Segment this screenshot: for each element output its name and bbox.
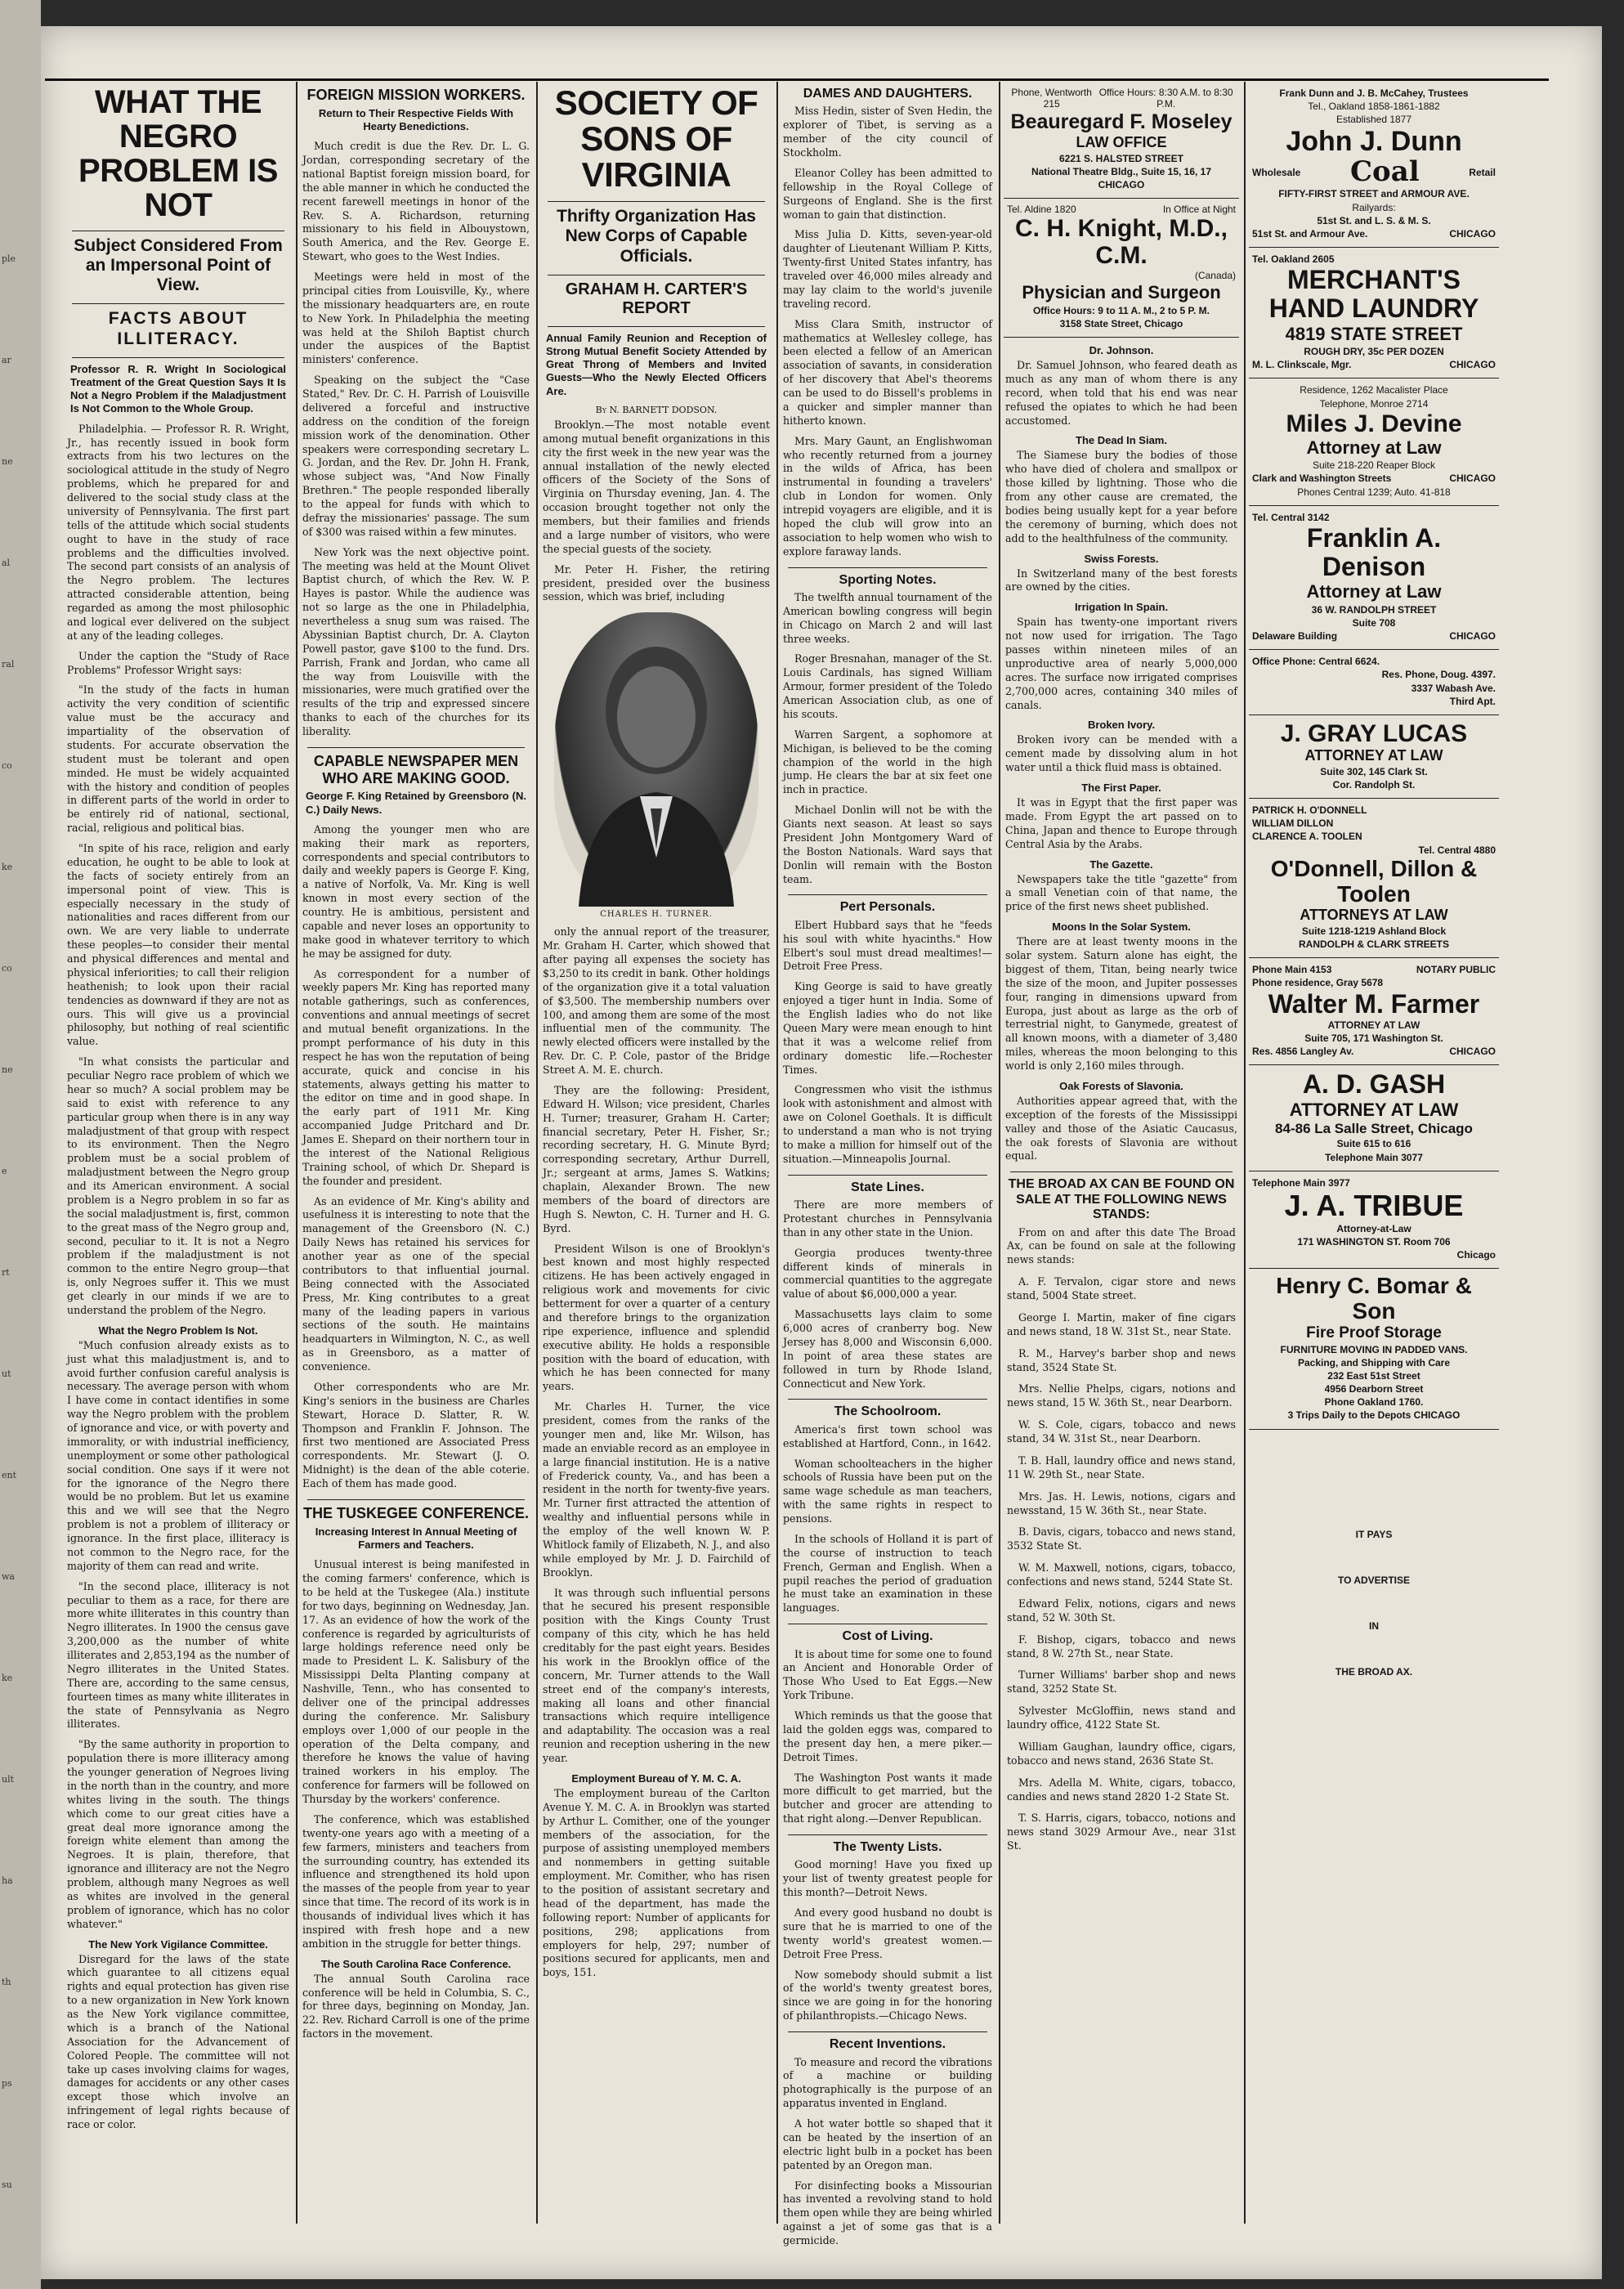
- ad-text: THE BROAD AX.: [1335, 1666, 1413, 1678]
- ad-text: Phone residence, Gray 5678: [1252, 977, 1384, 989]
- ad-text: Office Hours: 8:30 A.M. to 8:30 P.M.: [1098, 87, 1233, 110]
- column-3: [541, 82, 772, 2232]
- paragraph: Which reminds us that the goose that laid the golden eggs was, compared to the present day hen, a mere piker.—Detroit Times.: [783, 1709, 992, 1763]
- ad-text: Suite 218-220 Reaper Block: [1312, 459, 1436, 472]
- ad-name: Franklin A. Denison: [1306, 522, 1442, 582]
- headline: FOREIGN MISSION WORKERS.: [306, 87, 526, 103]
- paragraph: Philadelphia. — Professor R. R. Wright, Jr., has recently issued in book form extracts from his two lectures on the sociological attitude in the study of Negro problems, which he prepared for and delivered to the social study class at the university of Pennsylvania. The first part tells of the attitude which social students ought to have in the study of race problems and the difficulties involved. The second part consists of an analysis of the Negro problem. The lectures attracted considerable attention, being regarded as among the most philosophic and logical ever delivered on the subject at any of the leading colleges.: [67, 422, 289, 642]
- ad-text: IN: [1369, 1620, 1379, 1632]
- ad-name: Henry C. Bomar & Son: [1276, 1273, 1472, 1324]
- deck: Annual Family Reunion and Reception of Strong Mutual Benefit Society Attended by Great Throng of Members and Invited Guests—Who the Newly Elected Officers Are.: [546, 331, 767, 397]
- paragraph: To measure and record the vibrations of a machine or building photographically is the purpose of an apparatus invented in England.: [783, 2055, 992, 2110]
- ad-text: Suite 705, 171 Washington St.: [1304, 1033, 1443, 1045]
- ad-text: CHICAGO: [1098, 178, 1145, 190]
- section-heading: The Gazette.: [1089, 858, 1153, 871]
- strip-fragment: ent: [2, 1470, 17, 1480]
- section-heading: Irrigation In Spain.: [1074, 601, 1169, 614]
- news-stand-entry: Turner Williams' barber shop and news stand, 3252 State St.: [1007, 1669, 1236, 1695]
- news-stands-heading: THE BROAD AX CAN BE FOUND ON SALE AT THE FOLLOWING NEWS STANDS:: [1008, 1177, 1235, 1222]
- deck: George F. King Retained by Greensboro (N. C.) Daily News.: [306, 790, 526, 816]
- ad-text: Phone Oakland 1760.: [1324, 1396, 1424, 1409]
- ad-name: C. H. Knight, M.D., C.M.: [1015, 215, 1228, 270]
- deck: Increasing Interest In Annual Meeting of Farmers and Teachers.: [315, 1525, 517, 1551]
- paragraph: The employment bureau of the Carlton Avenue Y. M. C. A. in Brooklyn was started by Arthur L. Comither, one of the younger members of the association, for the purpose of assisting unemployed members and nonmembers in getting suitable employment. Mr. Comither, who has risen to the position of assistant secretary and head of the department, has made the following report: Number of applicants for positions, 298; applications from employers for help, 297; number of positions secured for applicants, men and boys, 151.: [543, 1786, 770, 1979]
- section-heading: The Twenty Lists.: [833, 1840, 942, 1855]
- ad-text: Tel. Oakland 2605: [1252, 253, 1335, 266]
- ad-text: Fire Proof Storage: [1306, 1324, 1442, 1342]
- ad-name: Walter M. Farmer: [1268, 988, 1480, 1019]
- paragraph: And every good husband no doubt is sure that he is married to one of the twenty world's greatest women.—Detroit Free Press.: [783, 1906, 992, 1960]
- ad-text: Physician and Surgeon: [1022, 282, 1221, 303]
- paragraph: "In the study of the facts in human activity the very condition of scientific value must be the accuracy and impartiality of the observation of students. For accurate observation the student must be tolerant and open minded. He must be widely acquainted with the history and condition of peoples in different parts of the world in order to be entirely rid of national, sectional, racial, religious and political bias.: [67, 683, 289, 835]
- subhead: Subject Considered From an Impersonal Point of View.: [74, 236, 283, 295]
- paragraph: Miss Clara Smith, instructor of mathematics at Wellesley college, has been elected a fellow of an American association of savants, in consideration of her discovery that Abel's theorems can be used to do Bissell's problems in a quicker and simpler manner than hitherto known.: [783, 317, 992, 427]
- column-6: [1249, 82, 1499, 2232]
- paragraph: Broken ivory can be mended with a cement made by dissolving alum in hot water until a thick fluid mass is obtained.: [1005, 733, 1237, 774]
- news-stand-entry: Edward Felix, notions, cigars and news stand, 52 W. 30th St.: [1007, 1597, 1236, 1624]
- paragraph: In Switzerland many of the best forests are owned by the cities.: [1005, 567, 1237, 594]
- ad-text: Office Hours: 9 to 11 A. M., 2 to 5 P. M.: [1032, 304, 1210, 316]
- paragraph: Speaking on the subject the "Case Stated," Rev. Dr. C. H. Parrish of Louisville delivered a forceful and instructive address on the condition of the foreign mission work of the denomination. Other speakers were corresponding secretary L. G. Jordan, and the Rev. Dr. John H. Frank, whose subject was, "And Now Finally Brethren." The people responded liberally to the appeal for funds with which to defray the missionaries' passage. The sum of $300 was raised within a few minutes.: [302, 374, 530, 538]
- ad-text: Tel., Oakland 1858-1861-1882: [1308, 101, 1440, 113]
- section-heading: The Schoolroom.: [834, 1404, 942, 1419]
- paragraph: Woman schoolteachers in the higher schools of Russia have been put on the same wage schedule as man teachers, with the same rights in respect to pensions.: [783, 1457, 992, 1525]
- strip-fragment: al: [2, 558, 11, 568]
- ad-text: 4819 STATE STREET: [1285, 323, 1463, 344]
- ad-text: Res. Phone, Doug. 4397.: [1381, 669, 1496, 681]
- paragraph: King George is said to have greatly enjoyed a tiger hunt in India. Some of the English ladies who do not like Queen Mary were mean enough to hint that it was a welcome relief from ordinary domestic life.—Rochester Times.: [783, 980, 992, 1076]
- ad-text: LAW OFFICE: [1076, 134, 1167, 150]
- section-heading: The South Carolina Race Conference.: [320, 1957, 512, 1970]
- ad-text: 232 East 51st Street: [1327, 1369, 1420, 1382]
- ad-text: 51st St. and L. S. & M. S.: [1317, 214, 1431, 226]
- ad-name: MERCHANT'S HAND LAUNDRY: [1268, 265, 1479, 324]
- ad-text: CHICAGO: [1449, 473, 1496, 485]
- paragraph: As correspondent for a number of weekly papers Mr. King has reported many notable gatherings, such as conferences, conventions and annual meetings of secret and mutual benefit organizations. In the prompt performance of his duty in this respect he has won the reputation of being accurate, quick and concise in his statements, always getting his matter to the editor on time and in good shape. In the early part of 1911 Mr. King accompanied Judge Pritchard and Dr. James E. Shepard on their northern tour in the interest of the National Religious Training school, of which Dr. Shepard is the founder and president.: [302, 967, 530, 1187]
- ad-name: O'Donnell, Dillon & Toolen: [1270, 855, 1478, 907]
- knight-ad: [1004, 199, 1239, 338]
- ad-name: Miles J. Devine: [1286, 410, 1462, 437]
- paragraph: Newspapers take the title "gazette" from a small Venetian coin of that name, the price of the first news sheet published.: [1005, 872, 1237, 913]
- ad-text: Third Apt.: [1449, 695, 1496, 707]
- paragraph: Authorities appear agreed that, with the exception of the forests of the Mississippi valley and those of the Asiatic Caucasus, the oak forests of Slavonia are without equal.: [1005, 1094, 1237, 1162]
- ad-text: Delaware Building: [1252, 630, 1338, 643]
- strip-fragment: ne: [2, 456, 13, 467]
- ad-text: National Theatre Bldg., Suite 15, 16, 17: [1031, 165, 1212, 177]
- paragraph: "In spite of his race, religion and early education, he ought to be able to look at the facts of society entirely from an impersonal point of view. This is especially necessary in the study of nationalities and races different from our own. We are very liable to underrate these peoples—to consider their mental and physical differences and mental and physical inferiorities; to call their religion heathenish; to look upon their racial tendencies as downward if they are not as ours. This will give us a provincial philosophy, but nothing of real scientific value.: [67, 842, 289, 1048]
- ad-text: Attorney-at-Law: [1336, 1222, 1411, 1234]
- section-heading: Pert Personals.: [839, 900, 936, 915]
- paragraph: Brooklyn.—The most notable event among mutual benefit organizations in this city the first week in the new year was the annual installation of the newly elected officers of the Society of the Sons of Virginia on Thursday evening, Jan. 4. The occasion brought together not only the members, but their families and friends and a large number of visitors, who were the special guests of the society.: [543, 418, 770, 555]
- paragraph: Much credit is due the Rev. Dr. L. G. Jordan, corresponding secretary of the national Baptist foreign mission board, for the able manner in which he conducted the recent farewell meetings in honor of the Rev. S. A. Richardson, returning missionary to his field in Albouystown, South America, and the Rev. George E. Stewart, who goes to the West Indies.: [302, 140, 530, 263]
- news-stand-entry: W. S. Cole, cigars, tobacco and news stand, 34 W. 31st St., near Dearborn.: [1007, 1418, 1236, 1445]
- paragraph: They are the following: President, Edward H. Wilson; vice president, Charles H. Turner; treasurer, Graham H. Carter; financial secretary, Peter H. Fisher, Sr.; recording secretary, H. G. Minute Byrd; corresponding secretary, Arthur Durrell, Jr.; sergeant at arms, James S. Watkins; chaplain, Alexander Brown. The new members of the board of directors are Hugh S. Newton, C. H. Turner and H. G. Byrd.: [543, 1083, 770, 1234]
- ad-text: Phone Main 4153: [1252, 964, 1332, 976]
- portrait-photo: [554, 612, 758, 907]
- paragraph: Elbert Hubbard says that he "feeds his soul with white hyacinths." How Elbert's soul must dread mealtimes!—Detroit Free Press.: [783, 918, 992, 973]
- paragraph: It was in Egypt that the first paper was made. From Egypt the art passed on to China, Japan and thence to Europe through Central Asia by the Arabs.: [1005, 796, 1237, 850]
- strip-fragment: ar: [2, 355, 11, 365]
- ad-text: Clark and Washington Streets: [1252, 473, 1392, 485]
- strip-fragment: ral: [2, 659, 15, 670]
- tribue-ad: [1249, 1171, 1499, 1269]
- paragraph: The Siamese bury the bodies of those who have died of cholera and smallpox or those killed by lightning. Those who die from any other cause are cremated, the bodies being usually kept for a year before the ceremony of burning, which does not add to the healthfulness of the community.: [1005, 449, 1237, 544]
- section-heading: Employment Bureau of Y. M. C. A.: [571, 1772, 741, 1785]
- section-heading: Cost of Living.: [842, 1629, 933, 1644]
- ad-text: Frank Dunn and J. B. McCahey, Trustees: [1279, 87, 1469, 99]
- ad-text: CHICAGO: [1449, 1046, 1496, 1058]
- paragraph: The Washington Post wants it made more difficult to get married, but the butcher and grocer are attending to that right along.—Denver Republican.: [783, 1771, 992, 1825]
- paragraph: "By the same authority in proportion to population there is more illiteracy among the younger generation of Negroes living in the north than in the country, and more whites living in the south. The things which come to our great cities have a great deal more ignorance among the foreign white element than among the Negroes. It is plain, therefore, that ignorance and illiteracy are not the Negro problem, although many Negroes as well as whites are involved in the general problem of ignorance, which has no color whatever.": [67, 1738, 289, 1930]
- ad-text: Tel. Central 4880: [1418, 844, 1496, 856]
- paragraph: Miss Hedin, sister of Sven Hedin, the explorer of Tibet, is serving as a member of the city council of Stockholm.: [783, 105, 992, 159]
- section-heading: Dr. Johnson.: [1089, 344, 1154, 357]
- ad-text: 36 W. RANDOLPH STREET: [1311, 603, 1437, 616]
- strip-fragment: ple: [2, 253, 16, 264]
- paragraph: Miss Julia D. Kitts, seven-year-old daughter of Lieutenant William P. Kitts, Twenty-first United States infantry, has traveled over 46,000 miles already and may lay claim to the world's juvenile traveling record.: [783, 228, 992, 310]
- ad-text: WILLIAM DILLON: [1252, 818, 1334, 830]
- odonnell-ad: [1249, 799, 1499, 958]
- ad-text: Wholesale: [1252, 166, 1301, 178]
- ad-name: Coal: [1349, 155, 1420, 188]
- ad-text: ATTORNEY AT LAW: [1327, 1019, 1420, 1031]
- paragraph: Good morning! Have you fixed up your list of twenty greatest people for this month?—Detroit News.: [783, 1858, 992, 1899]
- section-heading: State Lines.: [851, 1180, 924, 1194]
- paragraph: The conference, which was established twenty-one years ago with a meeting of a few farmers, ministers and teachers from the surrounding country, has extended its influence and strengthened its hold upon the masses of the people from year to year since that time. The record of its work is in thousands of individual lives which it has inspired with fresh hope and a new ambition in the struggle for better things.: [302, 1812, 530, 1950]
- ad-name: John J. Dunn: [1286, 125, 1462, 157]
- paragraph: Warren Sargent, a sophomore at Michigan, is believed to be the coming champion of the world in the high jump. He clears the bar at six feet one inch in practice.: [783, 728, 992, 796]
- deck: Professor R. R. Wright In Sociological Treatment of the Great Question Says It Is Not a Negro Problem if the Maladjustment Is Not Common to the Whole Group.: [70, 362, 286, 415]
- ad-text: Telephone, Monroe 2714: [1319, 397, 1429, 410]
- strip-fragment: rt: [2, 1267, 10, 1278]
- paragraph: "In what consists the particular and peculiar Negro race problem of which we hear so much? A social problem may be said to exist with reference to any particular group when there is in any way maladjustment of that group with respect to its environment. Then the Negro problem must be a social problem of maladjustment between the Negro group and its American environment. A social problem is a Negro problem in so far as the social maladjustment is, first, common to the great mass of the Negro group and, second, peculiar to it. It is not a Negro problem if the maladjustment is not common to the entire Negro group—that is, only Negroes suffer it. This we must get clearly in our minds if we are to understand the problem of the Negro.: [67, 1055, 289, 1316]
- headline: WHAT THE NEGRO PROBLEM IS NOT: [78, 84, 278, 223]
- paragraph: "Much confusion already exists as to just what this maladjustment is, and to avoid further confusion careful analysis is necessary. The average person with whom I have come in contact identifies in some way the Negro problem with the problem of ignorance and vice, or with poverty and immorality, or with industrial inefficiency, unemployment or some other pathological social condition. One says if it were not for the ignorance of the Negro there would be no problem. But let us examine this and we will see that the Negro problem is not a problem of illiteracy or ignorance. In the first place, illiteracy is not common to the Negro race, for the majority of them can read and write.: [67, 1338, 289, 1572]
- section-heading: The First Paper.: [1081, 782, 1161, 795]
- strip-fragment: th: [2, 1977, 11, 1987]
- ad-text: 84-86 La Salle Street, Chicago: [1275, 1121, 1473, 1136]
- section-heading: Recent Inventions.: [829, 2037, 946, 2052]
- paragraph: For disinfecting books a Missourian has invented a revolving stand to hold them open while they are being whirled against a jet of some gas that is a germicide.: [783, 2179, 992, 2246]
- ad-text: Tel. Central 3142: [1252, 511, 1330, 523]
- paragraph: Eleanor Colley has been admitted to fellowship in the Royal College of Surgeons of England. She is the first woman to gain that distinction.: [783, 166, 992, 221]
- ad-text: Suite 1218-1219 Ashland Block: [1301, 925, 1447, 937]
- paragraph: President Wilson is one of Brooklyn's best known and most highly respected citizens. He has been actively engaged in religious work and movements for civic betterment for over a quarter of a century and therefore brings to the organization ripe experience, influence and splendid executive ability. He holds a responsible position with the board of education, with which he has been connected for many years.: [543, 1242, 770, 1393]
- paragraph: Congressmen who visit the isthmus look with astonishment and almost with awe on Colonel Goethals. It is difficult to understand a man who is not trying to make a million for himself out of the situation.—Minneapolis Journal.: [783, 1083, 992, 1165]
- strip-fragment: ps: [2, 2078, 12, 2089]
- column-rule: [999, 82, 1000, 2224]
- ad-text: RANDOLPH & CLARK STREETS: [1298, 938, 1449, 951]
- ad-text: (Canada): [1194, 270, 1236, 282]
- top-rule: [45, 78, 1549, 81]
- ad-text: Cor. Randolph St.: [1332, 778, 1416, 791]
- paragraph: Spain has twenty-one important rivers not now used for irrigation. The Tago passes within nineteen miles of an unproductive area of nearly 5,000,000 acres. The surface now irrigated comprises 2,700,000 acres, containing 340 miles of canals.: [1005, 616, 1237, 711]
- ad-text: Railyards:: [1352, 201, 1396, 213]
- ad-text: Packing, and Shipping with Care: [1297, 1356, 1451, 1368]
- paragraph: Mrs. Mary Gaunt, an Englishwoman who recently returned from a journey in the wilds of Africa, has been instrumental in founding a travelers' club in London for women. Only intrepid voyagers are eligible, and it is hoped the club will grow into an association to help women who wish to explore faraway lands.: [783, 434, 992, 558]
- strip-fragment: ut: [2, 1368, 11, 1379]
- ad-text: 3337 Wabash Ave.: [1411, 682, 1496, 694]
- ad-text: IT PAYS: [1355, 1528, 1393, 1540]
- paragraph: The twelfth annual tournament of the American bowling congress will begin in Chicago on March 2 and will last three weeks.: [783, 590, 992, 645]
- ad-text: Established 1877: [1335, 114, 1412, 126]
- denison-phones-ad: [1249, 650, 1499, 715]
- ad-text: ATTORNEY AT LAW: [1289, 1099, 1459, 1120]
- lucas-ad: [1249, 715, 1499, 799]
- news-stand-entry: George I. Martin, maker of fine cigars and news stand, 18 W. 31st St., near State.: [1007, 1310, 1236, 1337]
- section-heading: Sporting Notes.: [839, 572, 937, 587]
- ad-text: Chicago: [1456, 1248, 1496, 1261]
- it-pays-ad: [1249, 1430, 1499, 1686]
- paragraph: New York was the next objective point. The meeting was held at the Mount Olivet Baptist church, of which the Rev. W. P. Hayes is pastor. While the audience was not so large as the one in Philadelphia, nevertheless a snug sum was raised. The Abyssinian Baptist church, Dr. A. Clayton Powell pastor, gave $100 to the fund. Drs. Parrish, Frank and Jordan, who came all the way from Louisville with the missionaries, were much gratified over the results of the trip and expressed sincere thanks to each of the churches for its liberality.: [302, 545, 530, 738]
- paragraph: "In the second place, illiteracy is not peculiar to them as a race, for there are more white illiterates in this country than Negro illiterates. In 1900 the census gave 3,200,000 as the number of white illiterates and 2,853,194 as the number of Negro illiterates in the United States. There are, according to the same census, fourteen times as many white illiterates in the state of Pennsylvania as Negro illiterates.: [67, 1579, 289, 1731]
- news-stand-entry: Mrs. Nellie Phelps, cigars, notions and news stand, 15 W. 36th St., near Dearborn.: [1007, 1382, 1236, 1409]
- strip-fragment: ne: [2, 1064, 13, 1075]
- news-stand-entry: F. Bishop, cigars, tobacco and news stand, 8 W. 27th St., near State.: [1007, 1633, 1236, 1660]
- ad-text: 171 WASHINGTON ST. Room 706: [1297, 1235, 1451, 1248]
- paragraph: Mr. Charles H. Turner, the vice president, comes from the ranks of the younger men and, like Mr. Wilson, has made an enviable record as an employee in a large financial institution. He is a native of Frederick county, Va., and has been a resident in the north for twenty-five years. Mr. Turner first attracted the attention of wealthy and influential persons while in the employ of the well known W. P. Whitlock family of Elizabeth, N. J., and also while employed by Mr. J. D. Fairchild of Brooklyn.: [543, 1400, 770, 1579]
- paragraph: Now somebody should submit a list of the world's twenty greatest bores, since we are going in for the honoring of philanthropists.—Chicago News.: [783, 1968, 992, 2022]
- paragraph: Under the caption the "Study of Race Problems" Professor Wright says:: [67, 649, 289, 676]
- section-heading: The Dead In Siam.: [1076, 434, 1167, 447]
- strip-fragment: wa: [2, 1571, 15, 1582]
- ad-text: 6221 S. HALSTED STREET: [1058, 152, 1184, 164]
- news-stand-entry: A. F. Tervalon, cigar store and news stand, 5004 State street.: [1007, 1275, 1236, 1302]
- column-rule: [776, 82, 778, 2224]
- ad-name: J. GRAY LUCAS: [1280, 720, 1468, 748]
- bomar-ad: [1249, 1269, 1499, 1430]
- ad-text: Residence, 1262 Macalister Place: [1300, 384, 1448, 396]
- ad-text: Suite 708: [1352, 616, 1396, 629]
- ad-text: Office Phone: Central 6624.: [1252, 656, 1380, 668]
- strip-fragment: co: [2, 963, 12, 974]
- ad-text: M. L. Clinkscale, Mgr.: [1252, 359, 1352, 371]
- column-rule: [536, 82, 538, 2224]
- paragraph: only the annual report of the treasurer, Mr. Graham H. Carter, which showed that after paying all expenses the society has $3,250 to its credit in bank. Other holdings of the organization give it a total valuation of $3,500. The membership numbers over 100, and among them are some of the most influential men of the community. The newly elected officers were installed by the Rev. Dr. C. P. Cole, pastor of the Bridge Street A. M. E. church.: [543, 925, 770, 1077]
- strip-fragment: ke: [2, 862, 13, 872]
- ad-text: ROUGH DRY, 35c PER DOZEN: [1304, 346, 1444, 358]
- strip-fragment: ke: [2, 1673, 13, 1683]
- ad-text: Telephone Main 3977: [1252, 1176, 1350, 1189]
- news-stand-entry: Sylvester McGloffiin, news stand and laundry office, 4122 State St.: [1007, 1704, 1236, 1731]
- farmer-ad: [1249, 958, 1499, 1065]
- ad-text: Tel. Aldine 1820: [1007, 204, 1076, 216]
- ad-text: FURNITURE MOVING IN PADDED VANS.: [1280, 1343, 1468, 1355]
- ad-name: J. A. TRIBUE: [1284, 1188, 1464, 1222]
- paragraph: Unusual interest is being manifested in the coming farmers' conference, which is to be held at the Tuskegee (Ala.) institute for two days, beginning on Wednesday, Jan. 17. As an evidence of how the work of the conference is regarded by agriculturists of large holdings reference need only be made to President L. K. Salisbury of the Mississippi Delta Planting company at Nashville, Tenn., who has consented to deliver one of the principal addresses during the conference. Mr. Salisbury employs over 1,000 of our people in the operation of the Delta company, and therefore he knows the value of having trained workers in his employ. The conference for farmers will be followed on Thursday by the workers' conference.: [302, 1558, 530, 1805]
- paragraph: From on and after this date The Broad Ax, can be found on sale at the following news stands:: [1007, 1225, 1236, 1266]
- ad-text: ATTORNEY AT LAW: [1304, 747, 1443, 764]
- paragraph: Other correspondents who are Mr. King's seniors in the business are Charles Stewart, Horace D. Slatter, R. W. Thompson and Franklin F. Johnson. The first two mentioned are Associated Press correspondents. Mr. Stewart (J. O. Midnight) is the dean of the able coterie. Each of them has made good.: [302, 1380, 530, 1490]
- ad-name: A. D. GASH: [1302, 1069, 1446, 1100]
- ad-text: CHICAGO: [1449, 227, 1496, 240]
- ad-text: Retail: [1469, 166, 1496, 178]
- denison-ad: [1249, 506, 1499, 651]
- ad-text: Res. 4856 Langley Av.: [1252, 1046, 1354, 1058]
- paragraph: Massachusetts lays claim to some 6,000 acres of cranberry bog. New Jersey has 8,000 and Wisconsin 6,000. In point of area these states are followed in turn by Rhode Island, Connecticut and New York.: [783, 1308, 992, 1390]
- headline: SOCIETY OF SONS OF VIRGINIA: [554, 83, 758, 195]
- deck: Return to Their Respective Fields With Hearty Benedictions.: [318, 106, 514, 132]
- column-5: [1004, 82, 1239, 2232]
- headline: THE TUSKEGEE CONFERENCE.: [302, 1504, 530, 1521]
- column-rule: [296, 82, 298, 2224]
- paragraph: America's first town school was established at Hartford, Conn., in 1642.: [783, 1422, 992, 1449]
- news-stand-entry: William Gaughan, laundry office, cigars, tobacco and news stand, 2636 State St.: [1007, 1740, 1236, 1767]
- strip-fragment: co: [2, 760, 12, 771]
- moseley-ad: [1004, 82, 1239, 199]
- devine-ad: [1249, 379, 1499, 505]
- paragraph: Disregard for the laws of the state which guarantee to all citizens equal rights and equal protection has given rise to a new organization in New York known as the New York vigilance committee, which is a branch of the National Association for the Advancement of Colored People. The committee will not take up cases involving claims for wages, damages for accidents or any other cases except those which involve an infringement of legal rights because of race or color.: [67, 1952, 289, 2131]
- ad-text: PATRICK H. O'DONNELL: [1252, 804, 1367, 816]
- ad-text: ATTORNEYS AT LAW: [1300, 907, 1448, 924]
- paragraph: It was through such influential persons that he secured his present responsible position with the Kings County Trust company of this city, which he has held creditably for the past eight years. Besides his work in the Brooklyn office of the concern, Mr. Turner attends to the Wall street end of the company's interests, making all loans and other financial transactions which require intelligence and adaptability. The occasion was a real reunion and reception ushering in the new year.: [543, 1586, 770, 1765]
- paragraph: Michael Donlin will not be with the Giants next season. At least so says President John Montgomery Ward of the Boston Nationals. Ward says that Donlin will remain with the Boston team.: [783, 804, 992, 885]
- ad-text: Phones Central 1239; Auto. 41-818: [1297, 486, 1451, 498]
- news-stand-entry: B. Davis, cigars, tobacco and news stand, 3532 State St.: [1007, 1525, 1236, 1552]
- headline: CAPABLE NEWSPAPER MEN WHO ARE MAKING GOOD.: [313, 752, 519, 786]
- subhead: Thrifty Organization Has New Corps of Capable Officials.: [557, 207, 756, 266]
- laundry-ad: [1249, 248, 1499, 379]
- ad-name: Beauregard F. Moseley: [1010, 110, 1233, 133]
- paragraph: It is about time for some one to found an Ancient and Honorable Order of Those Who Used to Eat Eggs.—New York Tribune.: [783, 1647, 992, 1702]
- ad-text: Attorney at Law: [1306, 437, 1442, 458]
- paragraph: Roger Bresnahan, manager of the St. Louis Cardinals, has signed William Armour, former president of the Toledo American Association club, as one of his scouts.: [783, 652, 992, 720]
- ad-text: 4956 Dearborn Street: [1324, 1383, 1424, 1395]
- ad-text: 51st St. and Armour Ave.: [1252, 227, 1368, 240]
- paragraph: The annual South Carolina race conference will be held in Columbia, S. C., for three days, beginning on Monday, Jan. 22. Rev. Richard Carroll is one of the prime factors in the movement.: [302, 1972, 530, 2040]
- photo-caption: CHARLES H. TURNER.: [600, 910, 713, 920]
- column-1: [65, 82, 291, 2232]
- ad-text: 3 Trips Daily to the Depots CHICAGO: [1287, 1409, 1461, 1422]
- ad-text: CHICAGO: [1449, 630, 1496, 643]
- paragraph: There are at least twenty moons in the solar system. Saturn alone has eight, the biggest of them, Titan, being nearly twice the size of the moon, and Jupiter possesses four, ranging in dimensions upward from Europa, just about as large as the orb of terrestrial night, to Ganymede, greatest of all known moons, with a diameter of 3,480 miles, whereas the moon belonging to this world is only 2,160 miles through.: [1005, 935, 1237, 1073]
- news-stand-entry: R. M., Harvey's barber shop and news stand, 3524 State St.: [1007, 1346, 1236, 1373]
- news-stand-entry: Mrs. Adella M. White, cigars, tobacco, candies and news stand 2820 1-2 State St.: [1007, 1776, 1236, 1803]
- section-heading: Broken Ivory.: [1087, 719, 1156, 732]
- strip-fragment: ha: [2, 1875, 13, 1886]
- column-2: [301, 82, 531, 2232]
- news-stand-entry: W. M. Maxwell, notions, cigars, tobacco, confections and news stand, 5244 State St.: [1007, 1561, 1236, 1588]
- ad-text: Phone, Wentworth 215: [1011, 87, 1092, 110]
- paragraph: As an evidence of Mr. King's ability and usefulness it is interesting to note that the management of the Greensboro (N. C.) Daily News has retained his services for another year as one of the special contributors to that influential journal. Being connected with the Associated Press, Mr. King contributes to a great many of the leading papers in various sections of the south. He maintains headquarters in Wilmington, N. C., as well as in Greensboro, as a matter of convenience.: [302, 1194, 530, 1373]
- paragraph: Mr. Peter H. Fisher, the retiring president, presided over the business session, which was brief, including: [543, 562, 770, 603]
- news-stands-list: [1004, 1275, 1239, 1853]
- ad-text: CLARENCE A. TOOLEN: [1252, 831, 1362, 843]
- news-stand-entry: Mrs. Jas. H. Lewis, notions, cigars and newsstand, 15 W. 36th St., near State.: [1007, 1489, 1236, 1516]
- column-rule: [1244, 82, 1246, 2224]
- strip-fragment: su: [2, 2179, 12, 2190]
- subhead: GRAHAM H. CARTER'S REPORT: [565, 280, 748, 317]
- subhead: FACTS ABOUT ILLITERACY.: [108, 309, 248, 348]
- column-4: [781, 82, 994, 2246]
- section-heading: Oak Forests of Slavonia.: [1059, 1079, 1183, 1092]
- gash-ad: [1249, 1065, 1499, 1171]
- ad-text: CHICAGO: [1449, 359, 1496, 371]
- byline: By N. BARNETT DODSON.: [595, 404, 718, 415]
- ad-text: 3158 State Street, Chicago: [1059, 317, 1183, 329]
- section-heading: DAMES AND DAUGHTERS.: [803, 87, 973, 101]
- adjacent-page-strip: [0, 0, 41, 2289]
- paragraph: A hot water bottle so shaped that it can be heated by the insertion of an electric light bulb in a pocket has been patented by an Oregon man.: [783, 2117, 992, 2171]
- paragraph: Meetings were held in most of the principal cities from Louisville, Ky., where the missionary headquarters are, en route to New York. In Philadelphia the meeting was held at the Shiloh Baptist church under the auspices of the Baptist ministers' conference.: [302, 271, 530, 366]
- news-stand-entry: T. S. Harris, cigars, tobacco, notions and news stand 3029 Armour Ave., near 31st St.: [1007, 1812, 1236, 1852]
- paragraph: Georgia produces twenty-three different kinds of minerals in commercial quantities to the aggregate value of about $6,000,000 a year.: [783, 1246, 992, 1301]
- dunn-coal-ad: [1249, 82, 1499, 248]
- news-stand-entry: T. B. Hall, laundry office and news stand, 11 W. 29th St., near State.: [1007, 1454, 1236, 1480]
- strip-fragment: e: [2, 1166, 7, 1176]
- ad-text: TO ADVERTISE: [1337, 1574, 1410, 1586]
- ad-text: Telephone Main 3077: [1325, 1151, 1423, 1163]
- strip-fragment: ult: [2, 1774, 15, 1785]
- paragraph: In the schools of Holland it is part of the course of instruction to teach French, German and English. When a pupil reaches the period of graduation he must take an examination in these languages.: [783, 1532, 992, 1615]
- section-heading: The New York Vigilance Committee.: [88, 1937, 268, 1951]
- ad-text: FIFTY-FIRST STREET and ARMOUR AVE.: [1278, 188, 1470, 200]
- ad-text: Suite 615 to 616: [1336, 1138, 1411, 1150]
- section-heading: Moons In the Solar System.: [1052, 921, 1191, 934]
- section-heading: Swiss Forests.: [1084, 552, 1159, 565]
- paragraph: Among the younger men who are making their mark as reporters, correspondents and special contributors to daily and weekly papers is George F. King, a native of Norfolk, Va. Mr. King is well known in most every section of the country. He is ambitious, persistent and capable and never loses an opportunity to make good in whatever territory to which he may be assigned for duty.: [302, 822, 530, 960]
- paragraph: Dr. Samuel Johnson, who feared death as much as any man of whom there is any record, when told that his end was near refused the opiates to which he had been accustomed.: [1005, 359, 1237, 427]
- ad-text: Suite 302, 145 Clark St.: [1320, 765, 1428, 777]
- ad-text: Attorney at Law: [1306, 581, 1442, 602]
- ad-text: NOTARY PUBLIC: [1416, 964, 1496, 976]
- paragraph: There are more members of Protestant churches in Pennsylvania than in any other state in the Union.: [783, 1198, 992, 1239]
- ad-text: In Office at Night: [1162, 204, 1236, 216]
- section-heading: What the Negro Problem Is Not.: [98, 1324, 258, 1337]
